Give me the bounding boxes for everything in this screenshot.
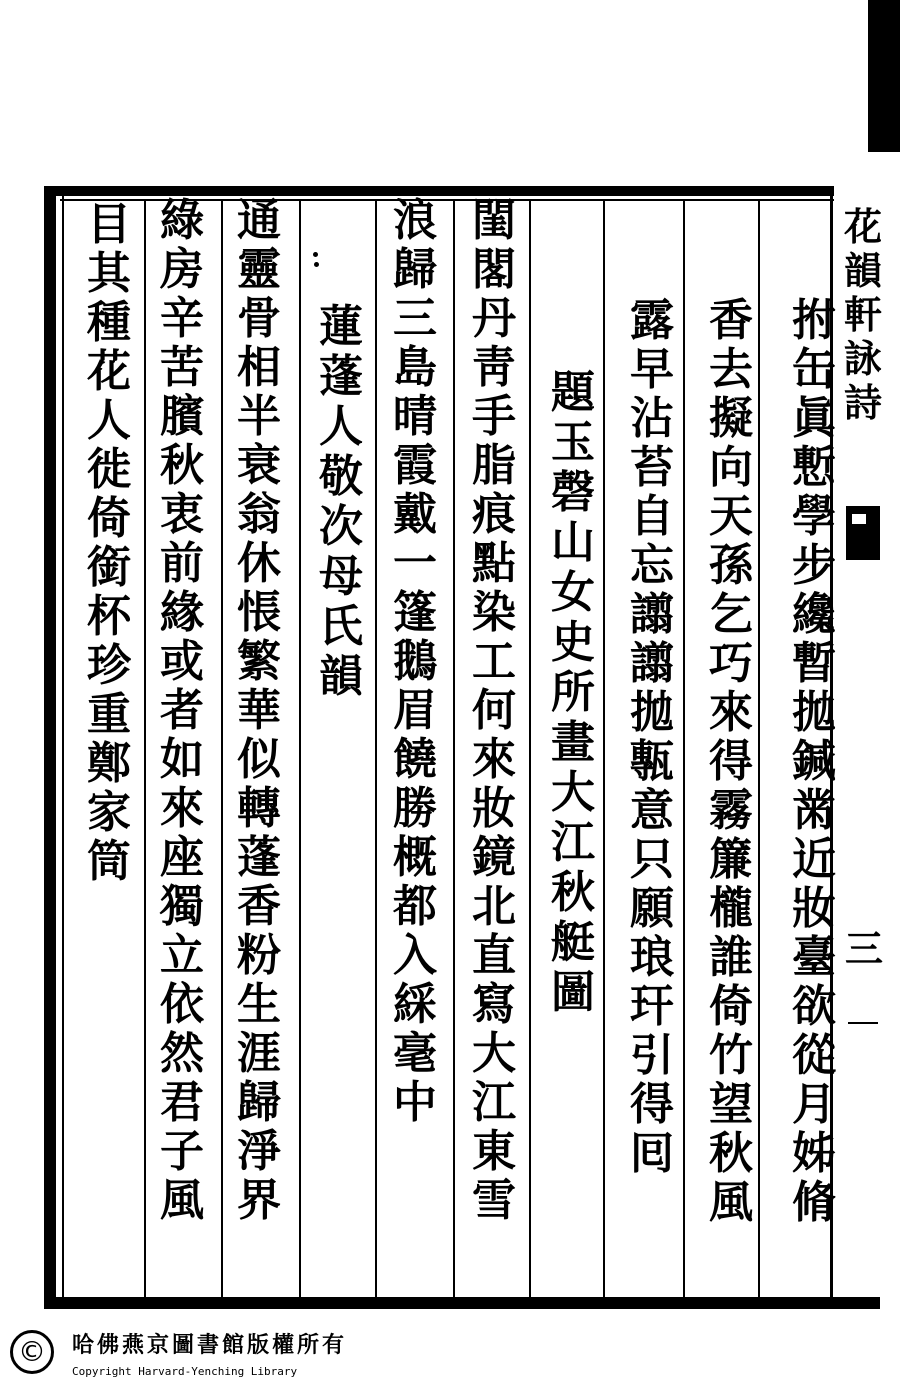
character: 家 xyxy=(87,787,131,838)
character: 忘 xyxy=(630,540,674,591)
character: 氏 xyxy=(319,601,363,652)
character: 母 xyxy=(319,551,363,602)
character: 香 xyxy=(709,295,753,346)
character: 玕 xyxy=(630,981,674,1032)
character: 衰 xyxy=(237,440,281,491)
character: 目 xyxy=(87,199,131,250)
character: 霞 xyxy=(393,440,437,491)
character: 悵 xyxy=(237,587,281,638)
character: 史 xyxy=(551,617,595,668)
character: 山 xyxy=(551,517,595,568)
character: 來 xyxy=(709,687,753,738)
character: 休 xyxy=(237,538,281,589)
character: 脂 xyxy=(472,440,516,491)
character: 次 xyxy=(319,501,363,552)
ink-speck xyxy=(314,262,319,267)
character: 半 xyxy=(237,391,281,442)
character: 從 xyxy=(792,1030,836,1081)
character: 君 xyxy=(160,1077,204,1128)
character: 秋 xyxy=(160,440,204,491)
character: 東 xyxy=(472,1126,516,1177)
character: 暫 xyxy=(792,638,836,689)
character: 拋 xyxy=(630,687,674,738)
character: 如 xyxy=(160,734,204,785)
column-rule xyxy=(144,200,146,1297)
character: 都 xyxy=(393,881,437,932)
character: 去 xyxy=(709,344,753,395)
fish-tail-notch xyxy=(852,514,866,524)
character: 綠 xyxy=(160,195,204,246)
character: 只 xyxy=(630,834,674,885)
character: 香 xyxy=(237,881,281,932)
character: 房 xyxy=(160,244,204,295)
frame-left-inner-line xyxy=(62,196,64,1306)
ink-speck xyxy=(313,252,318,257)
character: 人 xyxy=(319,401,363,452)
character: 來 xyxy=(160,783,204,834)
character: 纔 xyxy=(792,589,836,640)
character: 浪 xyxy=(393,195,437,246)
frame-left-border xyxy=(44,186,56,1308)
character: 戴 xyxy=(393,489,437,540)
character: 秋 xyxy=(551,867,595,918)
character: 概 xyxy=(393,832,437,883)
character: 月 xyxy=(792,1079,836,1130)
character: 妝 xyxy=(472,783,516,834)
character: 霧 xyxy=(709,785,753,836)
character: 簾 xyxy=(709,834,753,885)
character: 女 xyxy=(551,567,595,618)
character: 三 xyxy=(393,293,437,344)
character: 望 xyxy=(709,1079,753,1130)
text-column xyxy=(387,196,443,1127)
character: 轉 xyxy=(237,783,281,834)
character: 譾 xyxy=(630,638,674,689)
character: 淨 xyxy=(237,1126,281,1177)
character: 苔 xyxy=(630,442,674,493)
character: 骨 xyxy=(237,293,281,344)
column-rule xyxy=(221,200,223,1297)
character: 毫 xyxy=(393,1028,437,1079)
character: 近 xyxy=(792,834,836,885)
character: 誰 xyxy=(709,932,753,983)
character: 眞 xyxy=(792,393,836,444)
character: 或 xyxy=(160,636,204,687)
copyright-chinese: 哈佛燕京圖書館版權所有 xyxy=(72,1332,348,1358)
character: 脩 xyxy=(792,1177,836,1228)
character: 欲 xyxy=(792,981,836,1032)
character: 靈 xyxy=(237,244,281,295)
character: 涯 xyxy=(237,1028,281,1079)
character: 其 xyxy=(87,248,131,299)
character: 一 xyxy=(393,538,437,589)
character: 倚 xyxy=(709,981,753,1032)
character: 緣 xyxy=(160,587,204,638)
character: 筒 xyxy=(87,836,131,887)
character: 秋 xyxy=(709,1128,753,1179)
text-column xyxy=(154,196,210,1225)
character: 獨 xyxy=(160,881,204,932)
character: 鏡 xyxy=(472,832,516,883)
character: 風 xyxy=(709,1177,753,1228)
character: 衷 xyxy=(160,489,204,540)
character: 中 xyxy=(393,1077,437,1128)
character: 沾 xyxy=(630,393,674,444)
column-rule xyxy=(683,200,685,1297)
character: 得 xyxy=(630,1079,674,1130)
column-rule xyxy=(375,200,377,1297)
character: 櫳 xyxy=(709,883,753,934)
character: 自 xyxy=(630,491,674,542)
frame-bottom-border xyxy=(44,1297,880,1309)
character: 點 xyxy=(472,538,516,589)
character: 乞 xyxy=(709,589,753,640)
character: 種 xyxy=(87,297,131,348)
character: 手 xyxy=(472,391,516,442)
character: 花 xyxy=(87,346,131,397)
character: 所 xyxy=(551,667,595,718)
character: 勝 xyxy=(393,783,437,834)
character: 露 xyxy=(630,295,674,346)
character: 擬 xyxy=(709,393,753,444)
character: 鍼 xyxy=(792,736,836,787)
character: 江 xyxy=(472,1077,516,1128)
adjacent-leaf-edge xyxy=(868,0,900,152)
character: 玉 xyxy=(551,417,595,468)
column-rule xyxy=(453,200,455,1297)
character: 閨 xyxy=(472,195,516,246)
character: 眉 xyxy=(393,685,437,736)
character: 饒 xyxy=(393,734,437,785)
leaf-number: 三 xyxy=(844,926,883,971)
character: 前 xyxy=(160,538,204,589)
character: 繁 xyxy=(237,636,281,687)
character: 靑 xyxy=(472,342,516,393)
character: 相 xyxy=(237,342,281,393)
character: 囘 xyxy=(630,1128,674,1179)
character: 何 xyxy=(472,685,516,736)
character: 巧 xyxy=(709,638,753,689)
character: 立 xyxy=(160,930,204,981)
character: 銜 xyxy=(87,542,131,593)
character: 然 xyxy=(160,1028,204,1079)
character: 姊 xyxy=(792,1128,836,1179)
character: 題 xyxy=(551,367,595,418)
poem-title-column xyxy=(313,302,369,702)
character: 直 xyxy=(472,930,516,981)
character: 歸 xyxy=(393,244,437,295)
text-column xyxy=(81,200,137,886)
character: 孫 xyxy=(709,540,753,591)
character: 願 xyxy=(630,883,674,934)
character: 依 xyxy=(160,979,204,1030)
character: 艇 xyxy=(551,917,595,968)
character: 入 xyxy=(393,930,437,981)
character: 人 xyxy=(87,395,131,446)
character: 黹 xyxy=(792,785,836,836)
character: 晴 xyxy=(393,391,437,442)
text-column xyxy=(466,196,522,1225)
text-column xyxy=(624,296,680,1178)
character: 得 xyxy=(709,736,753,787)
character: 痕 xyxy=(472,489,516,540)
character: 缶 xyxy=(792,344,836,395)
character: 妝 xyxy=(792,883,836,934)
character: 韻 xyxy=(319,651,363,702)
character: 粉 xyxy=(237,930,281,981)
character: 雪 xyxy=(472,1175,516,1226)
character: 甎 xyxy=(630,736,674,787)
character: 寫 xyxy=(472,979,516,1030)
character: 磬 xyxy=(551,467,595,518)
copyright-english: Copyright Harvard-Yenching Library xyxy=(72,1365,298,1378)
text-column xyxy=(786,296,842,1227)
character: 翁 xyxy=(237,489,281,540)
character: 拋 xyxy=(792,687,836,738)
character: 工 xyxy=(472,636,516,687)
character: 苦 xyxy=(160,342,204,393)
copyright-icon: © xyxy=(10,1330,54,1374)
character: 引 xyxy=(630,1030,674,1081)
character: 者 xyxy=(160,685,204,736)
character: 意 xyxy=(630,785,674,836)
character: 早 xyxy=(630,344,674,395)
character: 鄭 xyxy=(87,738,131,789)
character: 蓬 xyxy=(237,832,281,883)
character: 大 xyxy=(472,1028,516,1079)
character: 江 xyxy=(551,817,595,868)
character: 向 xyxy=(709,442,753,493)
poem-title-column xyxy=(545,368,601,1018)
character: 風 xyxy=(160,1175,204,1226)
character: 辛 xyxy=(160,293,204,344)
character: 倚 xyxy=(87,493,131,544)
character: 臏 xyxy=(160,391,204,442)
character: 琅 xyxy=(630,932,674,983)
character: 蓮 xyxy=(319,301,363,352)
character: 拊 xyxy=(792,295,836,346)
character: 重 xyxy=(87,689,131,740)
character: 竹 xyxy=(709,1030,753,1081)
character: 華 xyxy=(237,685,281,736)
margin-book-title: 花韻軒詠詩 xyxy=(843,204,882,425)
column-rule xyxy=(603,200,605,1297)
character: 來 xyxy=(472,734,516,785)
character: 似 xyxy=(237,734,281,785)
character: 徙 xyxy=(87,444,131,495)
character: 圖 xyxy=(551,967,595,1018)
character: 綵 xyxy=(393,979,437,1030)
column-rule xyxy=(299,200,301,1297)
character: 子 xyxy=(160,1126,204,1177)
character: 閣 xyxy=(472,244,516,295)
character: 北 xyxy=(472,881,516,932)
character: 歸 xyxy=(237,1077,281,1128)
character: 杯 xyxy=(87,591,131,642)
character: 學 xyxy=(792,491,836,542)
character: 步 xyxy=(792,540,836,591)
character: 慙 xyxy=(792,442,836,493)
character: 生 xyxy=(237,979,281,1030)
character: 通 xyxy=(237,195,281,246)
character: 臺 xyxy=(792,932,836,983)
text-column xyxy=(231,196,287,1225)
character: 篷 xyxy=(393,587,437,638)
character: 珍 xyxy=(87,640,131,691)
character: 蓬 xyxy=(319,351,363,402)
character: 大 xyxy=(551,767,595,818)
character: 天 xyxy=(709,491,753,542)
character: 敬 xyxy=(319,451,363,502)
margin-rule xyxy=(848,1022,878,1024)
character: 鵝 xyxy=(393,636,437,687)
text-column xyxy=(703,296,759,1227)
character: 染 xyxy=(472,587,516,638)
character: 座 xyxy=(160,832,204,883)
character: 丹 xyxy=(472,293,516,344)
character: 界 xyxy=(237,1175,281,1226)
character: 譾 xyxy=(630,589,674,640)
character: 畫 xyxy=(551,717,595,768)
column-rule xyxy=(529,200,531,1297)
character: 島 xyxy=(393,342,437,393)
